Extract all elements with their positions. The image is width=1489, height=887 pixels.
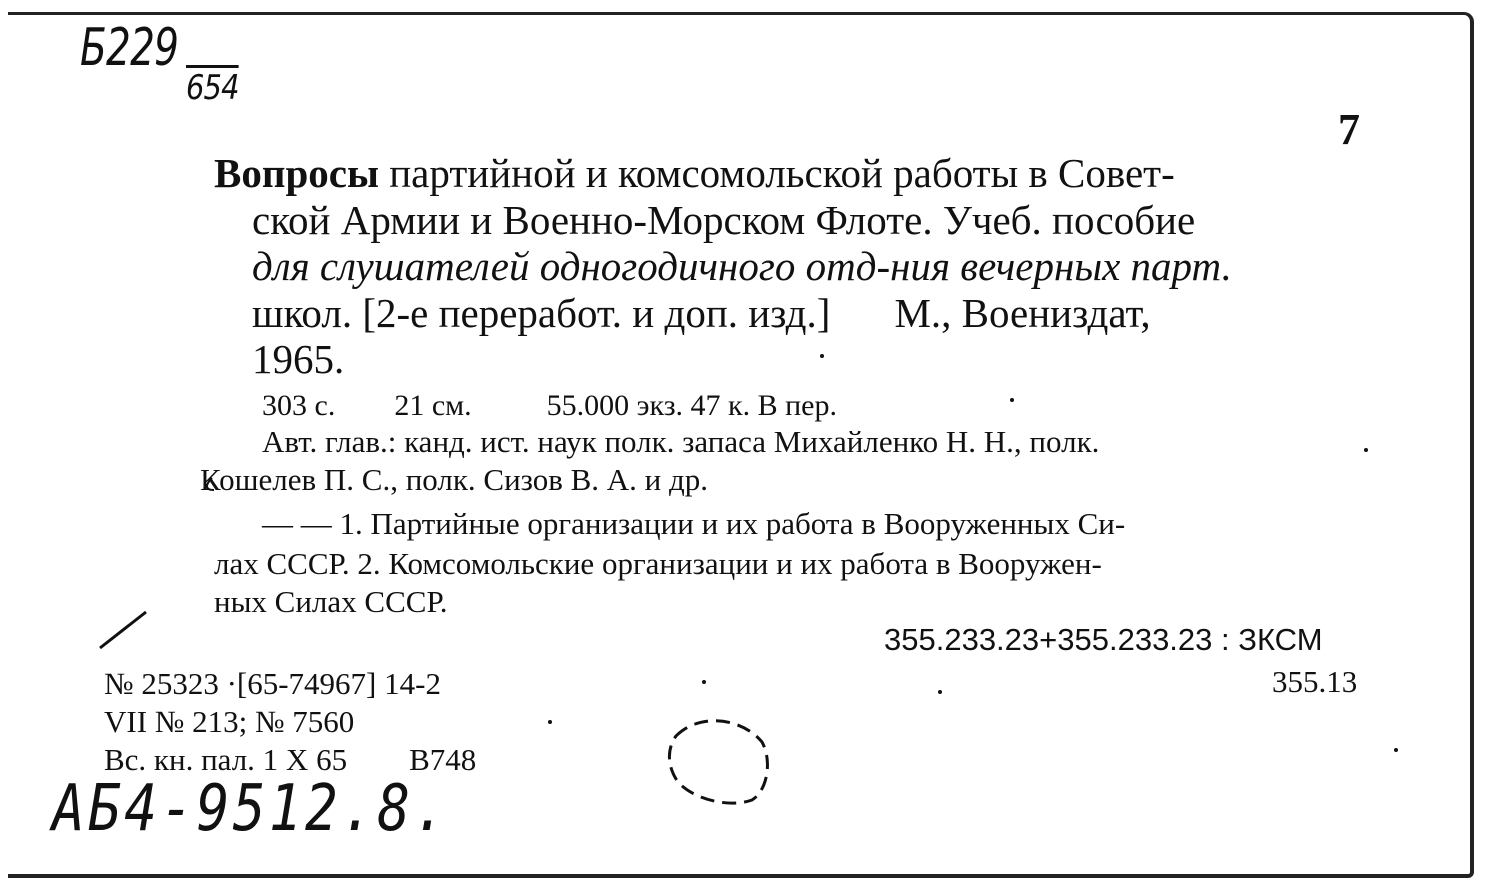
page-count: 303 с. (262, 389, 336, 422)
pen-stroke-mark (100, 612, 146, 648)
record-number: № 25323 ·[65-74967] 14-2 (104, 666, 441, 701)
title-line-4 (214, 290, 1376, 337)
title-lead-word: Вопросы (214, 150, 379, 196)
chamber-date: Вс. кн. пал. 1 X 65 (104, 742, 348, 777)
contents-line-2: лах СССР. 2. Комсомольские организации и их работа в Вооружен- (214, 546, 1102, 581)
hole-outline-mark (669, 721, 767, 803)
authors-line-2: Кошелев П. С., полк. Сизов В. А. и др. (200, 462, 709, 497)
classification-index-2: 355.13 (1272, 664, 1358, 699)
handwritten-shelf-code: Б229 (80, 18, 179, 78)
record-code: В748 (409, 742, 477, 777)
book-size: 21 см. (394, 389, 472, 422)
title-line-3: для слушателей одногодичного отд-ния вечерных парт. (252, 243, 1232, 289)
bibliographic-title (214, 150, 1376, 383)
record-volume: VII № 213; № 7560 (104, 704, 355, 739)
handwritten-inventory-number: АБ4-9512.8. (52, 772, 450, 846)
publisher-statement: М., Воениздат, (894, 289, 1151, 336)
classification-index-1: 355.233.23+355.233.23 : ЗКСМ (884, 622, 1323, 657)
contents-line-3: ных Силах СССР. (214, 584, 448, 619)
publication-year: 1965. (252, 336, 345, 382)
collation-line (262, 388, 837, 424)
handwritten-shelf-subcode: 654 (186, 68, 239, 108)
contents-line-1: — — 1. Партийные организации и их работа в Вооруженных Си- (262, 506, 1126, 541)
card-number: 7 (1338, 105, 1360, 154)
edition-statement: школ. [2-е переработ. и доп. изд.] (252, 289, 831, 336)
title-line-1 (214, 150, 1376, 197)
authors-line-1: Авт. глав.: канд. ист. наук полк. запаса Михайленко Н. Н., полк. (262, 424, 1100, 459)
title-line-2: ской Армии и Военно-Морском Флоте. Учеб. пособие (252, 196, 1196, 243)
title-line-1-text: партийной и комсомольской работы в Совет- (389, 150, 1175, 196)
print-run-price: 55.000 экз. 47 к. В пер. (546, 389, 838, 422)
